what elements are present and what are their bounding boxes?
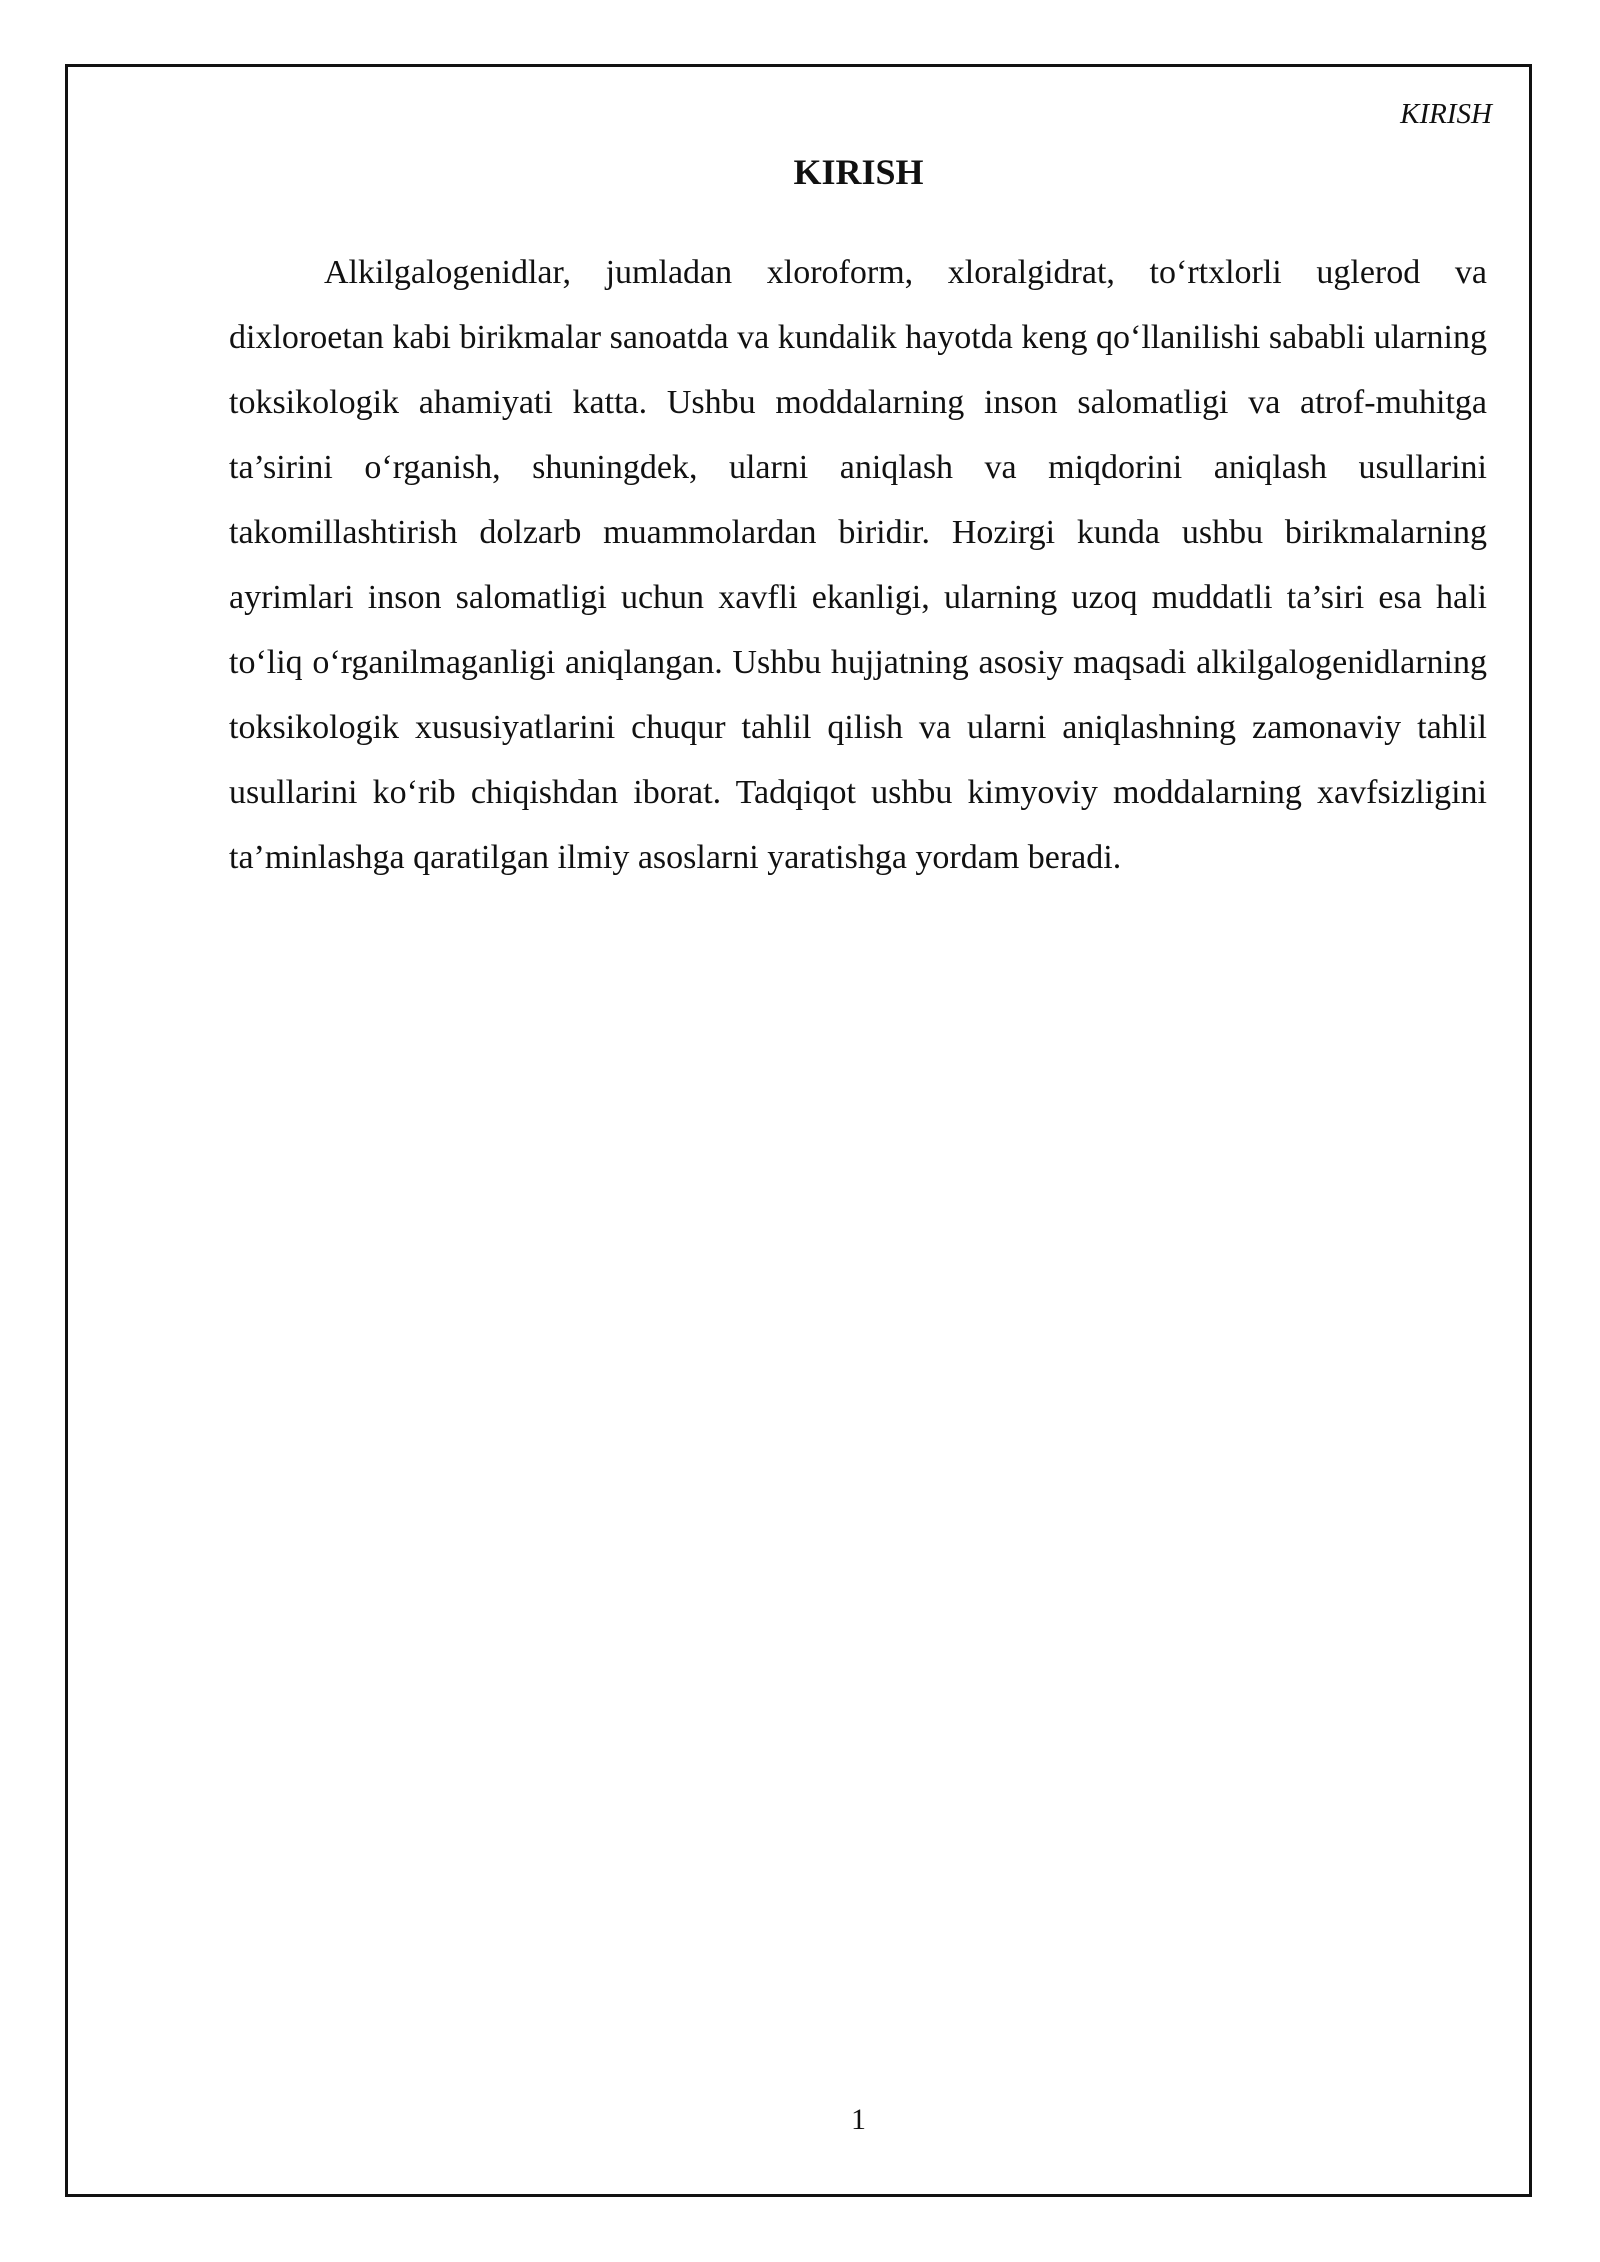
running-header: KIRISH: [1400, 98, 1492, 130]
section-title: KIRISH: [793, 152, 924, 192]
page-number: 1: [851, 2103, 866, 2136]
body-paragraph: Alkilgalogenidlar, jumladan xloroform, xloralgidrat, to‘rtxlorli uglerod va dixloroetan kabi birikmalar sanoatda va kundalik hayotda keng qo‘llanilishi sababli ularning toksikologik ahamiyati katta. Ushbu moddalarning inson salomatligi va atrof-muhitga ta’sirini o‘rganish, shuningdek, ularni aniqlash va miqdorini aniqlash usullarini takomillashtirish dolzarb muammolardan biridir. Hozirgi kunda ushbu birikmalarning ayrimlari inson salomatligi uchun xavfli ekanligi, ularning uzoq muddatli ta’siri esa hali to‘liq o‘rganilmaganligi aniqlangan. Ushbu hujjatning asosiy maqsadi alkilgalogenidlarning toksikologik xususiyatlarini chuqur tahlil qilish va ularni aniqlashning zamonaviy tahlil usullarini ko‘rib chiqishdan iborat. Tadqiqot ushbu kimyoviy moddalarning xavfsizligini ta’minlashga qaratilgan ilmiy asoslarni yaratishga yordam beradi.: [229, 254, 1487, 876]
